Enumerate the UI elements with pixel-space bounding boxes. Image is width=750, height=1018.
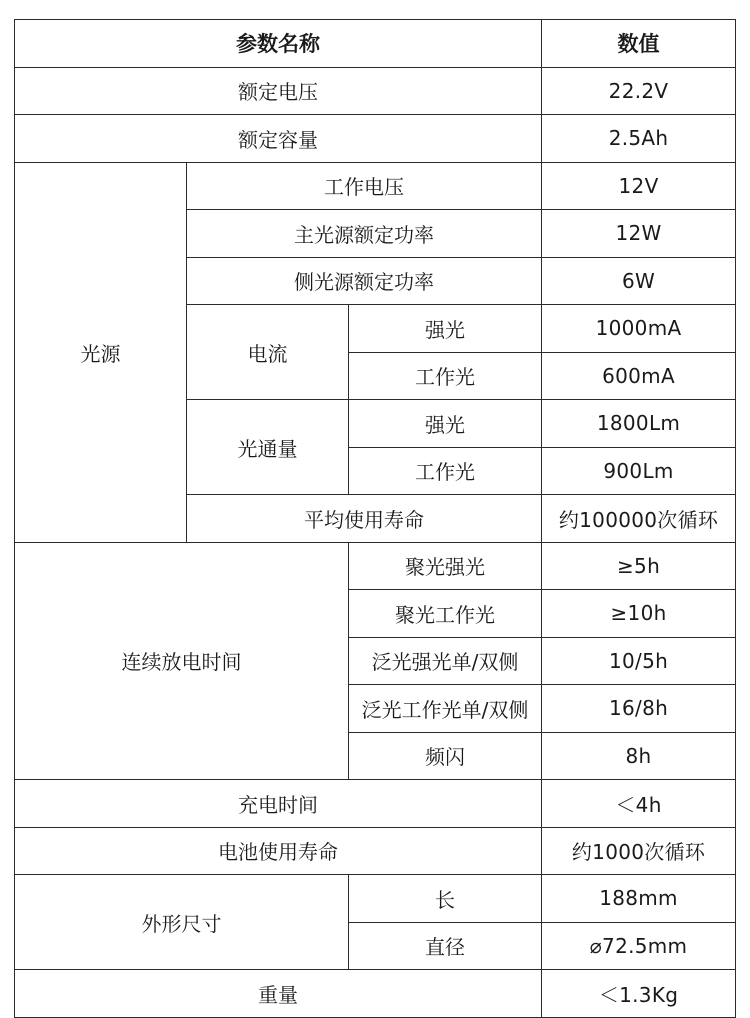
current-label: 电流 — [187, 305, 349, 400]
rated-voltage-value: 22.2V — [542, 67, 736, 115]
current-work-value: 600mA — [542, 352, 736, 400]
working-voltage-label: 工作电压 — [187, 162, 542, 210]
table-row — [15, 67, 736, 115]
discharge-mode-label: 泛光工作光单/双侧 — [349, 685, 542, 733]
working-voltage-value: 12V — [542, 162, 736, 210]
discharge-label: 连续放电时间 — [15, 542, 349, 780]
table-row — [15, 970, 736, 1018]
discharge-mode-label: 聚光强光 — [349, 542, 542, 590]
diameter-label: 直径 — [349, 922, 542, 970]
discharge-mode-value: ≥10h — [542, 590, 736, 638]
length-label: 长 — [349, 875, 542, 923]
battery-life-label: 电池使用寿命 — [15, 827, 542, 875]
discharge-mode-label: 频闪 — [349, 732, 542, 780]
current-strong-label: 强光 — [349, 305, 542, 353]
current-work-label: 工作光 — [349, 352, 542, 400]
flux-work-value: 900Lm — [542, 447, 736, 495]
flux-strong-label: 强光 — [349, 400, 542, 448]
charge-time-value: ＜4h — [542, 780, 736, 828]
rated-capacity-value: 2.5Ah — [542, 115, 736, 163]
discharge-mode-value: 10/5h — [542, 637, 736, 685]
charge-time-label: 充电时间 — [15, 780, 542, 828]
spec-table — [14, 19, 736, 1018]
battery-life-value: 约1000次循环 — [542, 827, 736, 875]
table-row — [15, 162, 736, 210]
side-power-value: 6W — [542, 257, 736, 305]
discharge-mode-label: 泛光强光单/双侧 — [349, 637, 542, 685]
dimensions-label: 外形尺寸 — [15, 875, 349, 970]
table-row — [15, 780, 736, 828]
header-name: 参数名称 — [15, 20, 542, 68]
table-header-row — [15, 20, 736, 68]
light-source-label: 光源 — [15, 162, 187, 542]
side-power-label: 侧光源额定功率 — [187, 257, 542, 305]
flux-strong-value: 1800Lm — [542, 400, 736, 448]
flux-work-label: 工作光 — [349, 447, 542, 495]
table-row — [15, 875, 736, 923]
table-row — [15, 115, 736, 163]
lifespan-value: 约100000次循环 — [542, 495, 736, 543]
length-value: 188mm — [542, 875, 736, 923]
main-power-label: 主光源额定功率 — [187, 210, 542, 258]
rated-voltage-label: 额定电压 — [15, 67, 542, 115]
table-row — [15, 542, 736, 590]
weight-label: 重量 — [15, 970, 542, 1018]
discharge-mode-value: 8h — [542, 732, 736, 780]
header-value: 数值 — [542, 20, 736, 68]
diameter-value: ⌀72.5mm — [542, 922, 736, 970]
discharge-mode-value: 16/8h — [542, 685, 736, 733]
main-power-value: 12W — [542, 210, 736, 258]
discharge-mode-value: ≥5h — [542, 542, 736, 590]
lifespan-label: 平均使用寿命 — [187, 495, 542, 543]
flux-label: 光通量 — [187, 400, 349, 495]
rated-capacity-label: 额定容量 — [15, 115, 542, 163]
table-row — [15, 827, 736, 875]
weight-value: ＜1.3Kg — [542, 970, 736, 1018]
current-strong-value: 1000mA — [542, 305, 736, 353]
discharge-mode-label: 聚光工作光 — [349, 590, 542, 638]
